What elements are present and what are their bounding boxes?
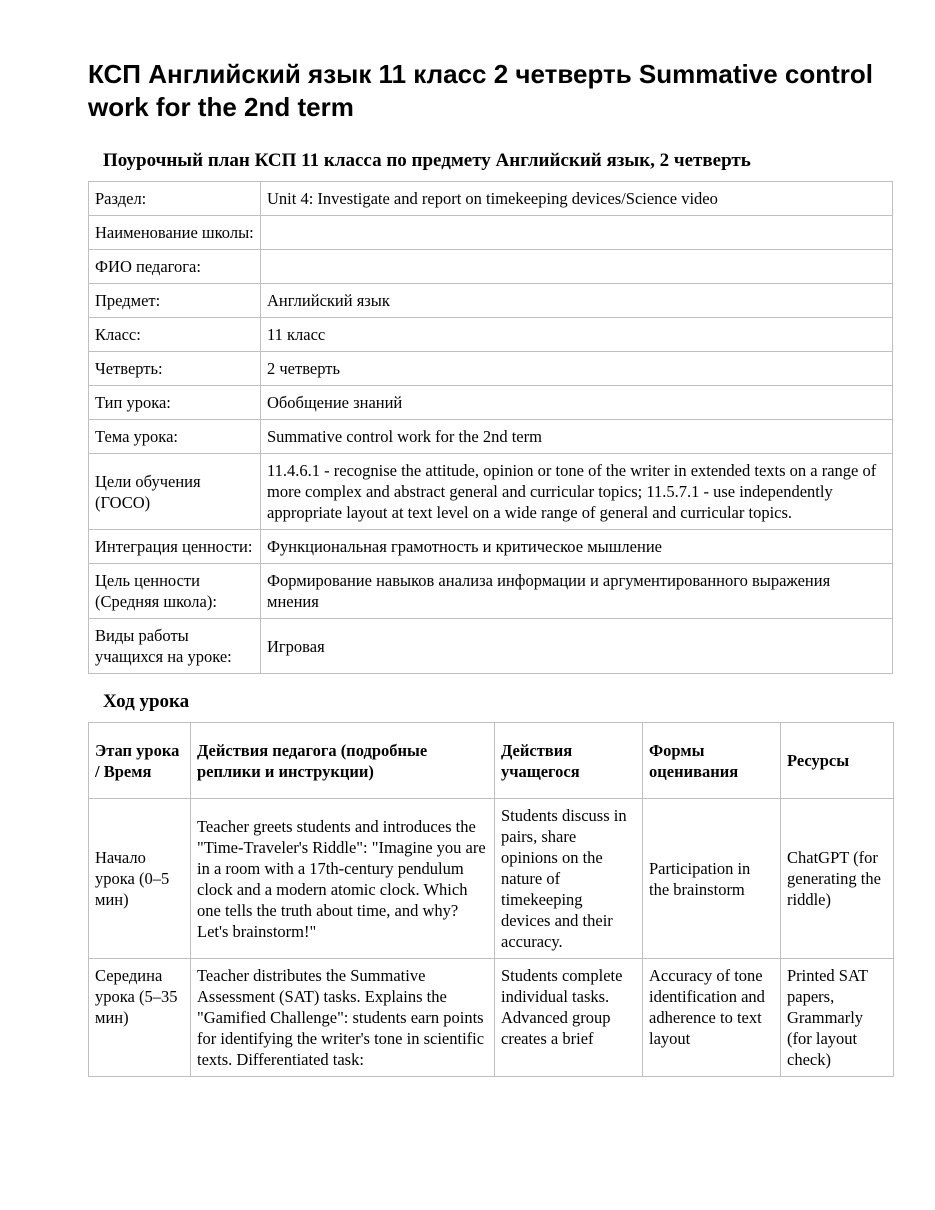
row-label-subject: Предмет:	[89, 284, 261, 318]
lesson-info-table	[88, 181, 893, 674]
lesson-flow-table	[88, 722, 894, 1077]
column-header-resources: Ресурсы	[781, 723, 894, 799]
row-value-lesson-type: Обобщение знаний	[261, 386, 893, 420]
table-row	[89, 619, 893, 674]
row-label-lesson-type: Тип урока:	[89, 386, 261, 420]
row-value-work-types: Игровая	[261, 619, 893, 674]
table-row	[89, 250, 893, 284]
column-header-teacher-actions: Действия педагога (подробные реплики и инструкции)	[191, 723, 495, 799]
cell-teacher-actions: Teacher distributes the Summative Assessment (SAT) tasks. Explains the "Gamified Challenge": students earn points for identifying the writer's tone in scientific texts. Differentiated task:	[191, 959, 495, 1077]
row-label-school: Наименование школы:	[89, 216, 261, 250]
row-label-topic: Тема урока:	[89, 420, 261, 454]
row-label-objectives: Цели обучения (ГОСО)	[89, 454, 261, 530]
row-label-value-goal: Цель ценности (Средняя школа):	[89, 564, 261, 619]
row-value-value-integration: Функциональная грамотность и критическое мышление	[261, 530, 893, 564]
cell-student-actions: Students complete individual tasks. Advanced group creates a brief	[495, 959, 643, 1077]
table-row	[89, 420, 893, 454]
row-label-work-types: Виды работы учащихся на уроке:	[89, 619, 261, 674]
table-row	[89, 284, 893, 318]
table-row	[89, 318, 893, 352]
table-header-row	[89, 723, 894, 799]
row-value-term: 2 четверть	[261, 352, 893, 386]
document-title: КСП Английский язык 11 класс 2 четверть Summative control work for the 2nd term	[88, 59, 873, 122]
row-label-section: Раздел:	[89, 182, 261, 216]
row-label-grade: Класс:	[89, 318, 261, 352]
row-value-section: Unit 4: Investigate and report on timekeeping devices/Science video	[261, 182, 893, 216]
table-row	[89, 216, 893, 250]
row-value-school	[261, 216, 893, 250]
plan-heading: Поурочный план КСП 11 класса по предмету Английский язык, 2 четверть	[103, 150, 751, 171]
row-value-teacher	[261, 250, 893, 284]
cell-resources: Printed SAT papers, Grammarly (for layout check)	[781, 959, 894, 1077]
cell-assessment: Accuracy of tone identification and adherence to text layout	[643, 959, 781, 1077]
row-value-objectives: 11.4.6.1 - recognise the attitude, opinion or tone of the writer in extended texts on a range of more complex and abstract general and curricular topics; 11.5.7.1 - use independently appropriate layout at text level on a wide range of general and curricular topics.	[261, 454, 893, 530]
table-row	[89, 959, 894, 1077]
row-value-topic: Summative control work for the 2nd term	[261, 420, 893, 454]
row-value-value-goal: Формирование навыков анализа информации и аргументированного выражения мнения	[261, 564, 893, 619]
column-header-student-actions: Действия учащегося	[495, 723, 643, 799]
table-row	[89, 182, 893, 216]
row-label-teacher: ФИО педагога:	[89, 250, 261, 284]
document-page	[88, 58, 893, 1077]
cell-teacher-actions: Teacher greets students and introduces the "Time-Traveler's Riddle": "Imagine you are in a room with a 17th-century pendulum clock and a modern atomic clock. Which one tells the truth about time, and why? Let's brainstorm!"	[191, 799, 495, 959]
row-value-subject: Английский язык	[261, 284, 893, 318]
table-row	[89, 454, 893, 530]
table-row	[89, 564, 893, 619]
cell-student-actions: Students discuss in pairs, share opinions on the nature of timekeeping devices and their accuracy.	[495, 799, 643, 959]
column-header-assessment: Формы оценивания	[643, 723, 781, 799]
lesson-heading: Ход урока	[103, 691, 190, 712]
table-row	[89, 386, 893, 420]
cell-resources: ChatGPT (for generating the riddle)	[781, 799, 894, 959]
table-row	[89, 352, 893, 386]
row-value-grade: 11 класс	[261, 318, 893, 352]
row-label-value-integration: Интеграция ценности:	[89, 530, 261, 564]
cell-assessment: Participation in the brainstorm	[643, 799, 781, 959]
table-row	[89, 530, 893, 564]
cell-stage: Середина урока (5–35 мин)	[89, 959, 191, 1077]
row-label-term: Четверть:	[89, 352, 261, 386]
column-header-stage: Этап урока / Время	[89, 723, 191, 799]
cell-stage: Начало урока (0–5 мин)	[89, 799, 191, 959]
table-row	[89, 799, 894, 959]
